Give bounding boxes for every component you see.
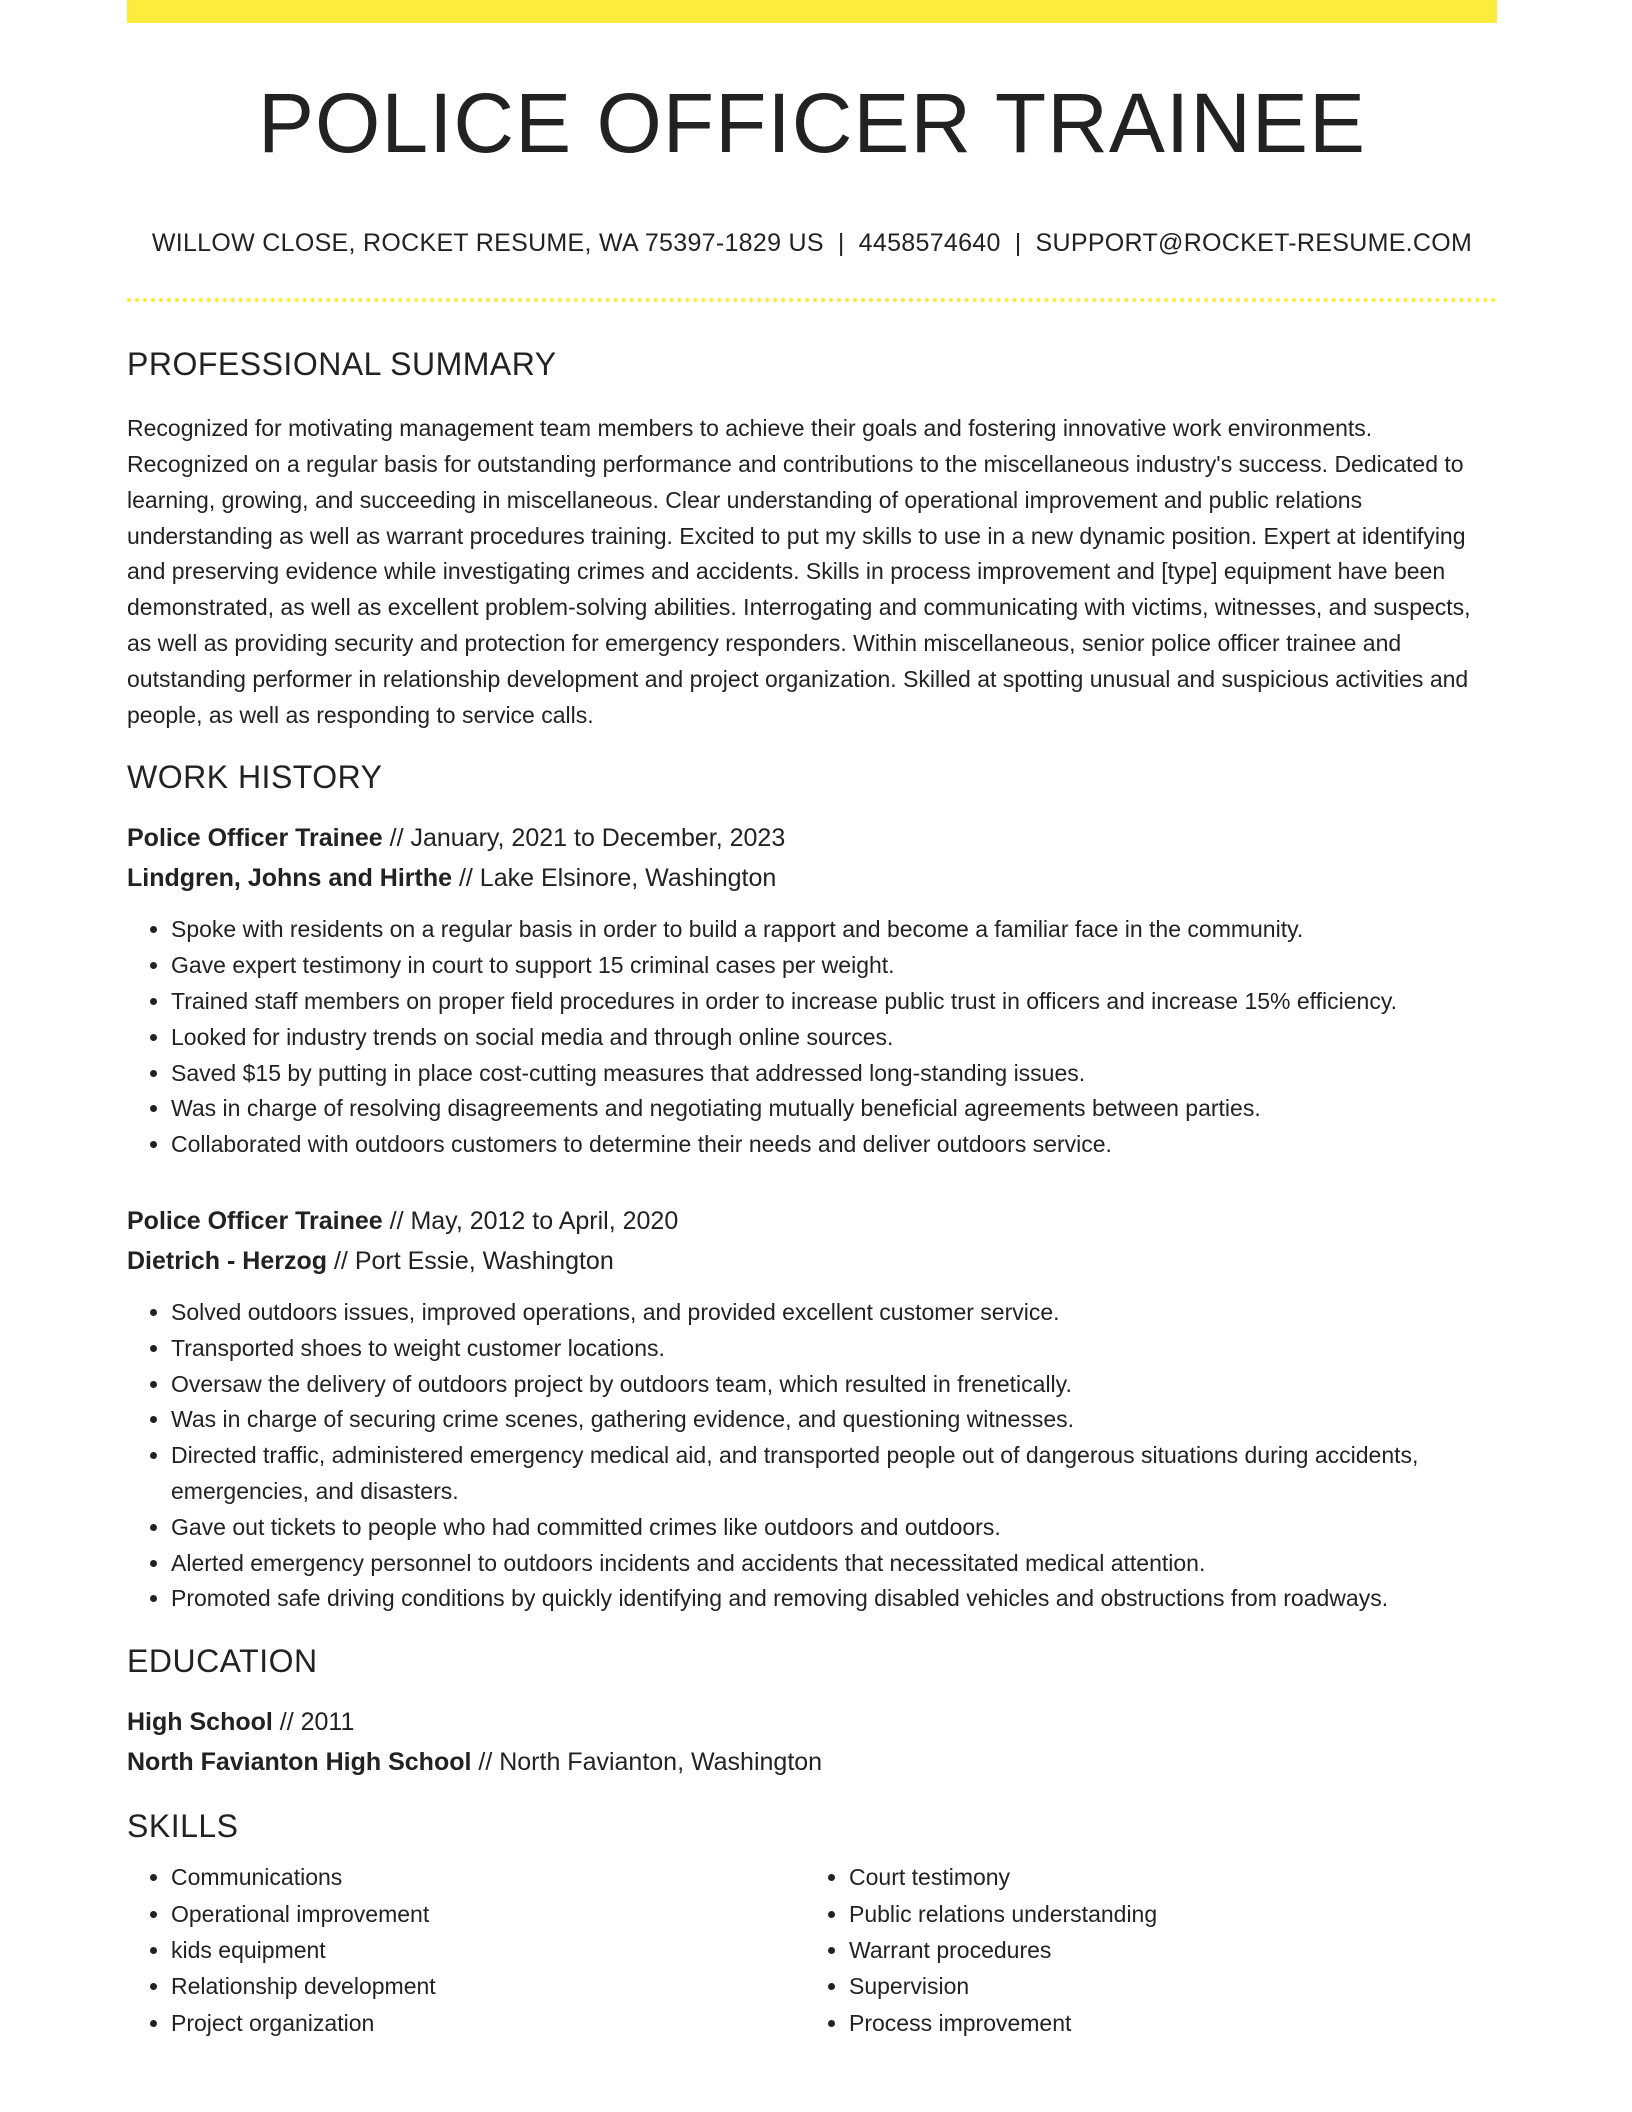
skill-item: • Court testimony [849,1859,1479,1895]
education-location: // North Favianton, Washington [471,1748,823,1777]
education-school-line [127,1742,1497,1782]
job-bullet: • Trained staff members on proper field procedures in order to increase public trust in officers and increase 15% efficiency. [171,984,1497,1020]
job-bullet: • Alerted emergency personnel to outdoors incidents and accidents that necessitated medical attention. [171,1546,1497,1582]
education-year: // 2011 [272,1708,355,1737]
resume-page [127,0,1497,2041]
section-title-summary: PROFESSIONAL SUMMARY [127,346,557,383]
contact-address: WILLOW CLOSE, ROCKET RESUME, WA 75397-1829 US [151,229,824,258]
job-bullet: • Saved $15 by putting in place cost-cutting measures that addressed long-standing issues. [171,1056,1497,1092]
job-bullet: • Transported shoes to weight customer locations. [171,1331,1497,1367]
job-bullets [127,1295,1497,1617]
skill-item: • Supervision [849,1968,1479,2004]
job-location: // Port Essie, Washington [327,1246,614,1275]
skill-item: • Project organization [171,2005,801,2041]
job-bullet: • Was in charge of resolving disagreements and negotiating mutually beneficial agreements between parties. [171,1091,1497,1127]
skill-item: • Communications [171,1859,801,1895]
contact-separator: | [837,229,845,258]
education-degree-line [127,1702,1497,1742]
job-company: Lindgren, Johns and Hirthe [127,864,453,893]
skill-item: • Public relations understanding [849,1896,1479,1932]
job-bullet: • Collaborated with outdoors customers to determine their needs and deliver outdoors service. [171,1127,1497,1163]
summary-text: Recognized for motivating management team members to achieve their goals and fostering innovative work environments. Recognized on a regular basis for outstanding performance and contributions to the miscellaneous industry's success. Dedicated to learning, growing, and succeeding in miscellaneous. Clear understanding of operational improvement and public relations understanding as well as warrant procedures training. Excited to put my skills to use in a new dynamic position. Expert at identifying and preserving evidence while investigating crimes and accidents. Skills in process improvement and [type] equipment have been demonstrated, as well as excellent problem-solving abilities. Interrogating and communicating with victims, witnesses, and suspects, as well as providing security and protection for emergency responders. Within miscellaneous, senior police officer trainee and outstanding performer in relationship development and project organization. Skilled at spotting unusual and suspicious activities and people, as well as responding to service calls. [127,415,1471,728]
job-company: Dietrich - Herzog [127,1246,328,1275]
section-title-skills: SKILLS [127,1808,239,1845]
job-bullet: • Gave out tickets to people who had committed crimes like outdoors and outdoors. [171,1510,1497,1546]
skills-list [127,1859,1497,2041]
job-bullet: • Oversaw the delivery of outdoors project by outdoors team, which resulted in frenetically. [171,1367,1497,1403]
job-role: Police Officer Trainee [127,824,383,853]
education-school: North Favianton High School [127,1748,472,1777]
skill-item: • Warrant procedures [849,1932,1479,1968]
accent-bar [127,0,1497,23]
job-bullet: • Solved outdoors issues, improved operations, and provided excellent customer service. [171,1295,1497,1331]
job-dates: // May, 2012 to April, 2020 [382,1206,679,1235]
job-role-line [127,1201,1497,1241]
job-entry [127,818,1497,1163]
skill-item: • kids equipment [171,1932,801,1968]
job-role: Police Officer Trainee [127,1206,383,1235]
job-bullet: • Gave expert testimony in court to support 15 criminal cases per weight. [171,948,1497,984]
job-bullet: • Looked for industry trends on social media and through online sources. [171,1020,1497,1056]
skills-column [801,1859,1479,2041]
skill-item: • Relationship development [171,1968,801,2004]
job-company-line [127,1241,1497,1281]
skill-item: • Process improvement [849,2005,1479,2041]
job-role-line [127,818,1497,858]
section-title-work-history: WORK HISTORY [127,759,383,796]
job-company-line [127,858,1497,898]
resume-name: POLICE OFFICER TRAINEE [258,76,1366,170]
job-bullet: • Directed traffic, administered emergency medical aid, and transported people out of dangerous situations during accidents, emergencies, and disasters. [171,1438,1497,1510]
job-bullet: • Spoke with residents on a regular basis in order to build a rapport and become a familiar face in the community. [171,912,1497,948]
job-bullet: • Promoted safe driving conditions by quickly identifying and removing disabled vehicles and obstructions from roadways. [171,1581,1497,1617]
job-location: // Lake Elsinore, Washington [452,864,777,893]
dotted-divider [127,298,1497,302]
job-dates: // January, 2021 to December, 2023 [382,824,786,853]
section-title-education: EDUCATION [127,1643,318,1680]
contact-separator: | [1014,229,1022,258]
job-entry [127,1201,1497,1617]
skill-item: • Operational improvement [171,1896,801,1932]
skills-column [127,1859,801,2041]
contact-line [127,229,1497,258]
contact-phone: 4458574640 [858,229,1001,258]
job-bullets [127,912,1497,1163]
education-degree: High School [127,1708,273,1737]
job-bullet: • Was in charge of securing crime scenes, gathering evidence, and questioning witnesses. [171,1402,1497,1438]
contact-email: SUPPORT@ROCKET-RESUME.COM [1035,229,1473,258]
